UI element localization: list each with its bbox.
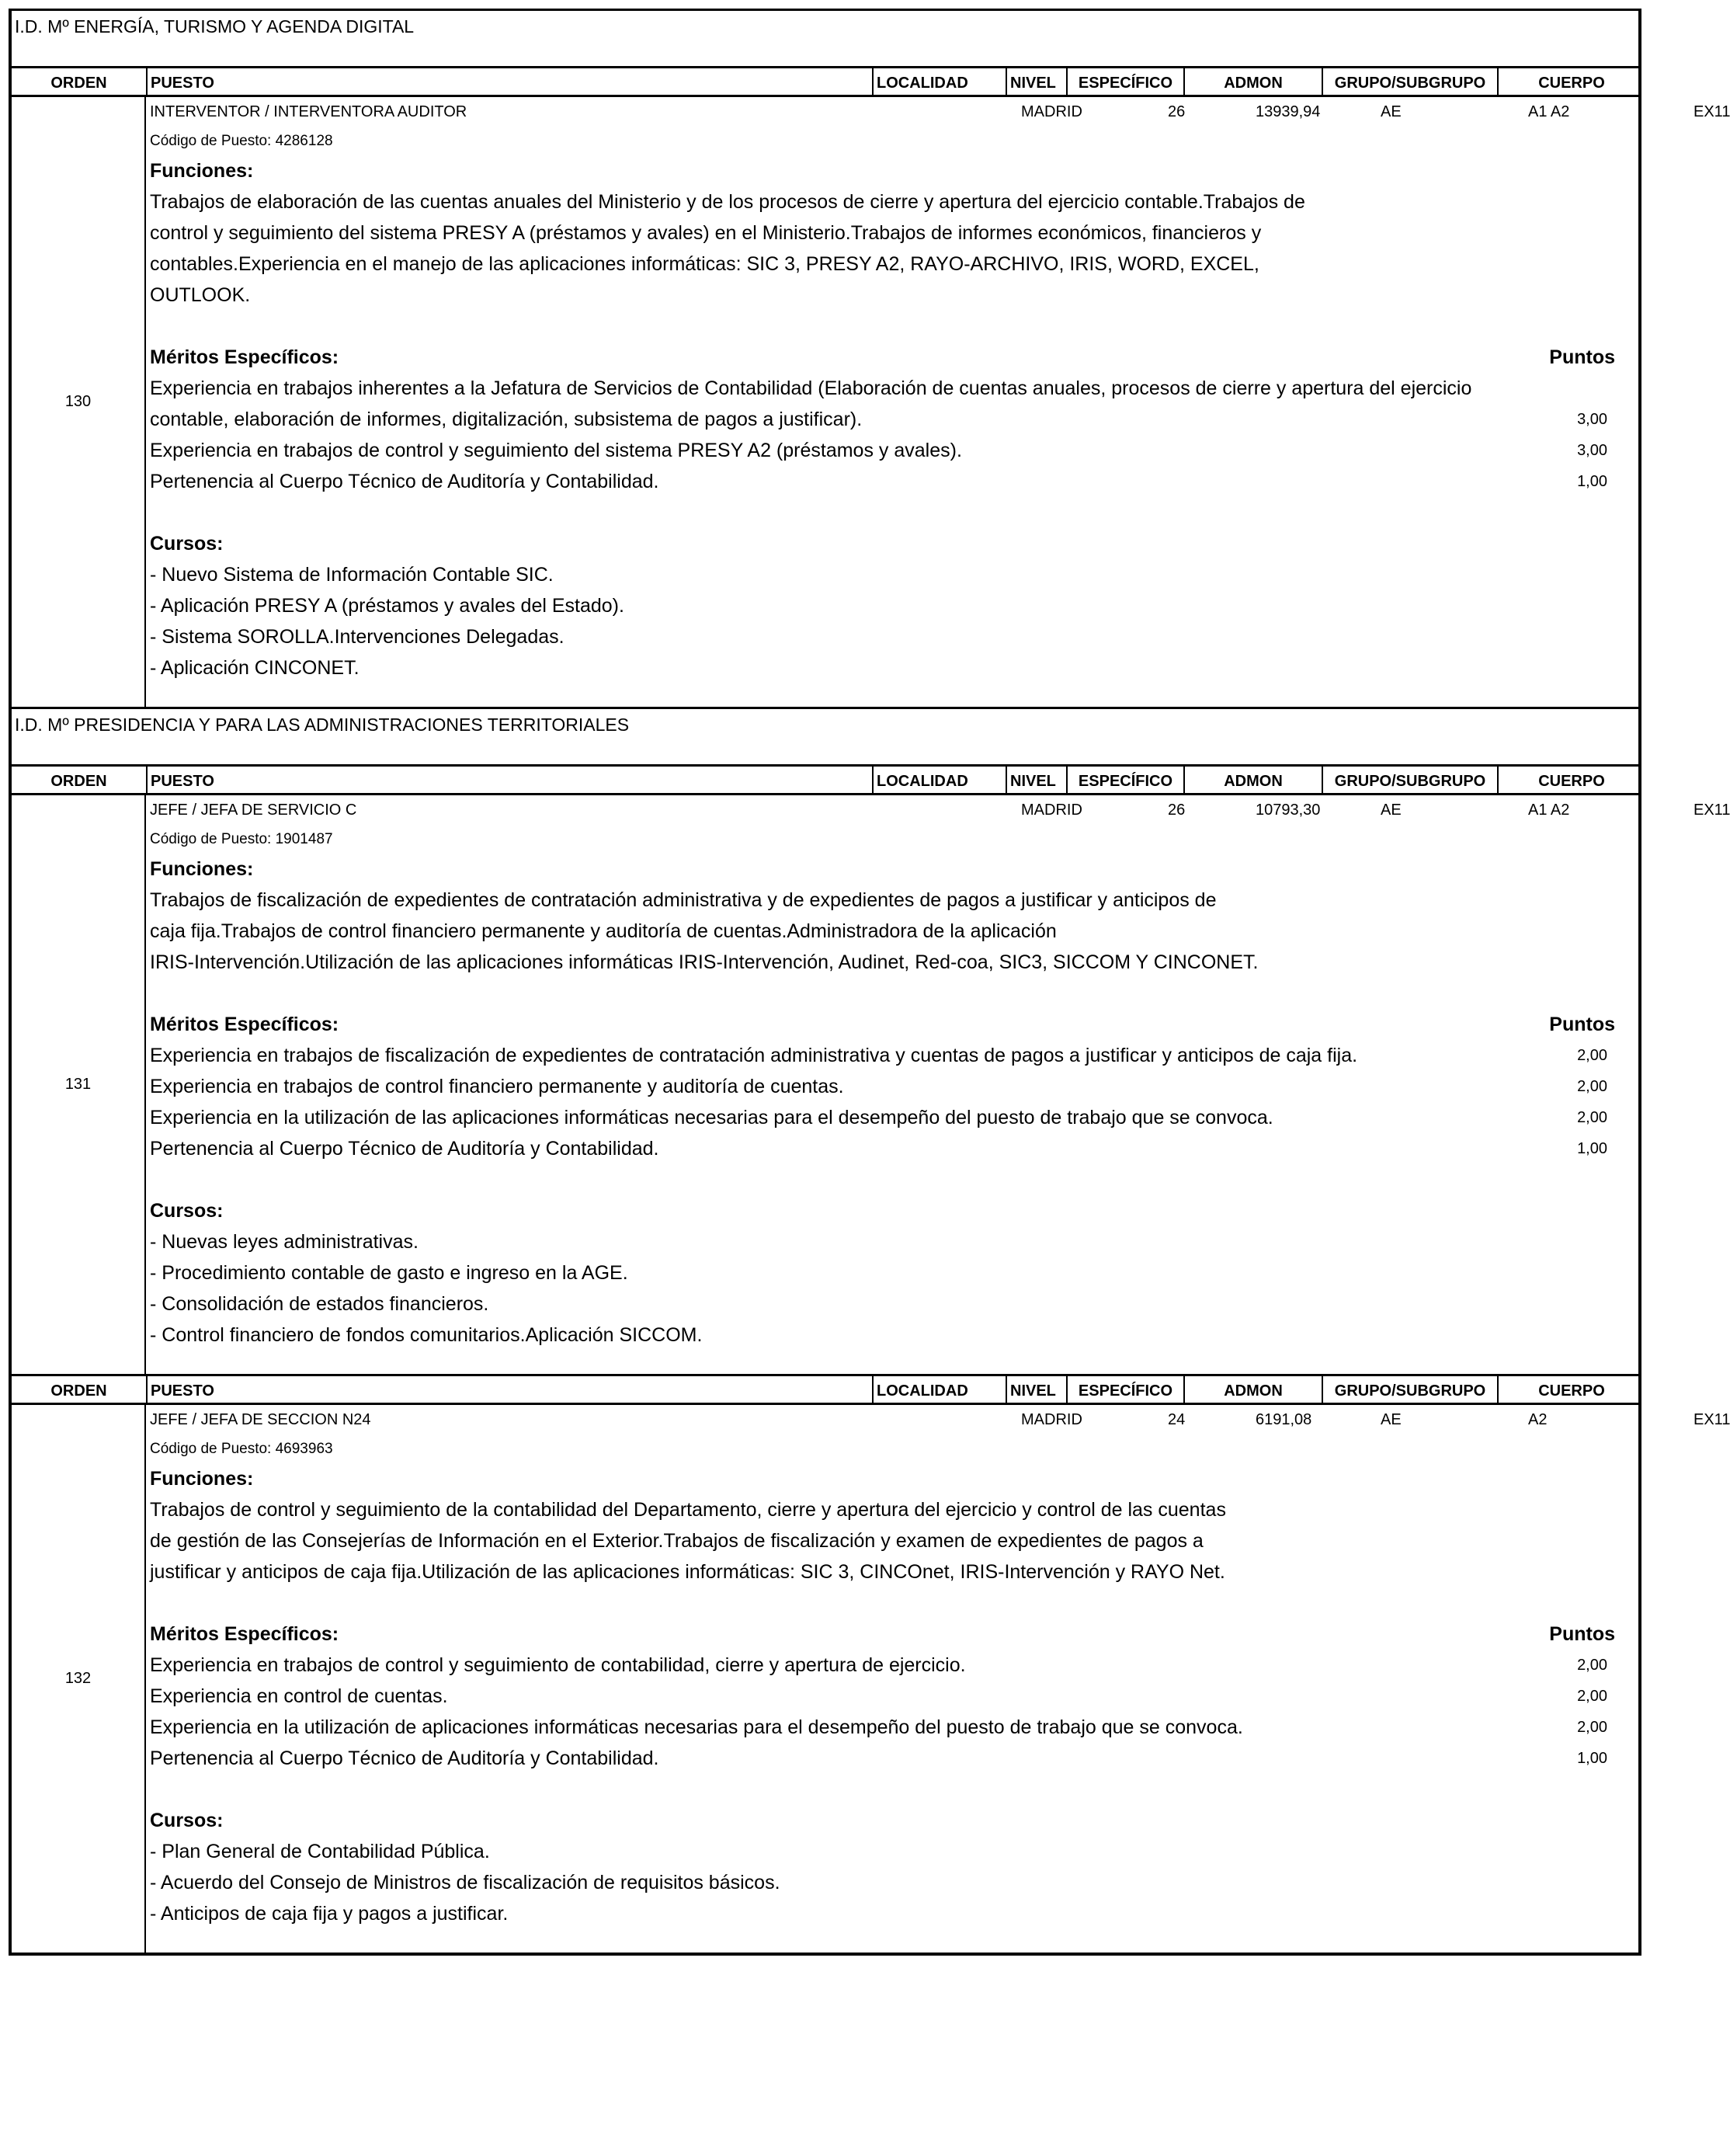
spacer bbox=[150, 1164, 1638, 1195]
job-entry bbox=[12, 795, 1730, 1374]
nivel-value: 24 bbox=[1168, 1411, 1186, 1428]
localidad-value: MADRID bbox=[1021, 802, 1082, 819]
merit-points: 3,00 bbox=[1577, 442, 1607, 459]
merit-item bbox=[150, 1650, 1638, 1681]
header-grupo: GRUPO/SUBGRUPO bbox=[1322, 1376, 1497, 1403]
position-code: Código de Puesto: 1901487 bbox=[150, 831, 333, 847]
section-energia bbox=[9, 9, 1730, 707]
curso-item: - Sistema SOROLLA.Intervenciones Delegadas. bbox=[150, 626, 565, 648]
header-localidad: LOCALIDAD bbox=[872, 68, 1006, 95]
header-grupo: GRUPO/SUBGRUPO bbox=[1322, 68, 1497, 95]
grupo-value: A2 bbox=[1528, 1411, 1548, 1428]
spacer bbox=[150, 1774, 1638, 1805]
header-orden: ORDEN bbox=[50, 1382, 107, 1400]
funciones-line: Trabajos de control y seguimiento de la contabilidad del Departamento, cierre y apertura del ejercicio y control de las cuentas bbox=[150, 1499, 1226, 1521]
merit-text: Experiencia en trabajos de control y seguimiento de contabilidad, cierre y apertura de ejercicio. bbox=[150, 1654, 966, 1676]
merit-text: Pertenencia al Cuerpo Técnico de Auditoría y Contabilidad. bbox=[150, 1138, 659, 1160]
cuerpo-value: EX11 bbox=[1694, 103, 1730, 120]
section-presidencia bbox=[9, 707, 1730, 1956]
curso-item: - Anticipos de caja fija y pagos a justificar. bbox=[150, 1903, 509, 1925]
merit-text: Pertenencia al Cuerpo Técnico de Auditoría y Contabilidad. bbox=[150, 1747, 659, 1769]
funciones-line: justificar y anticipos de caja fija.Utilización de las aplicaciones informáticas: SIC 3, CINCOnet, IRIS-Intervención y RAYO Net. bbox=[150, 1561, 1225, 1583]
curso-item: - Procedimiento contable de gasto e ingreso en la AGE. bbox=[150, 1262, 628, 1284]
position-code: Código de Puesto: 4286128 bbox=[150, 133, 333, 149]
funciones-line: contables.Experiencia en el manejo de las aplicaciones informáticas: SIC 3, PRESY A2, RAYO-ARCHIVO, IRIS, WORD, EXCEL, bbox=[150, 253, 1259, 275]
grupo-value: A1 A2 bbox=[1528, 802, 1570, 819]
header-localidad: LOCALIDAD bbox=[872, 767, 1006, 793]
job-entry bbox=[12, 97, 1730, 707]
header-puesto: PUESTO bbox=[146, 767, 872, 793]
position-row bbox=[150, 97, 1730, 127]
merit-points: 2,00 bbox=[1577, 1657, 1607, 1674]
document bbox=[9, 9, 1730, 1956]
funciones-line: control y seguimiento del sistema PRESY A (préstamos y avales) en el Ministerio.Trabajos de informes económicos, financieros y bbox=[150, 222, 1262, 244]
cursos-heading: Cursos: bbox=[150, 533, 224, 555]
section-title: I.D. Mº PRESIDENCIA Y PARA LAS ADMINISTRACIONES TERRITORIALES bbox=[12, 707, 1638, 767]
curso-item: - Acuerdo del Consejo de Ministros de fiscalización de requisitos básicos. bbox=[150, 1872, 780, 1893]
header-cuerpo: CUERPO bbox=[1497, 68, 1645, 95]
meritos-heading bbox=[150, 1619, 1638, 1650]
header-admon: ADMON bbox=[1183, 767, 1322, 793]
entry-body bbox=[146, 1405, 1730, 1953]
puesto-value: JEFE / JEFA DE SERVICIO C bbox=[150, 802, 357, 819]
job-entry bbox=[12, 1405, 1730, 1956]
merit-points: 2,00 bbox=[1577, 1688, 1607, 1705]
header-cuerpo: CUERPO bbox=[1497, 767, 1645, 793]
header-especifico: ESPECÍFICO bbox=[1066, 767, 1183, 793]
admon-value: AE bbox=[1381, 1411, 1402, 1428]
curso-item: - Nuevo Sistema de Información Contable SIC. bbox=[150, 564, 554, 586]
header-admon: ADMON bbox=[1183, 1376, 1322, 1403]
cursos-heading: Cursos: bbox=[150, 1200, 224, 1222]
header-admon: ADMON bbox=[1183, 68, 1322, 95]
merit-text: Experiencia en la utilización de las aplicaciones informáticas necesarias para el desempeño del puesto de trabajo que se convoca. bbox=[150, 1107, 1273, 1128]
funciones-heading: Funciones: bbox=[150, 160, 254, 182]
curso-item: - Aplicación PRESY A (préstamos y avales del Estado). bbox=[150, 595, 624, 617]
nivel-value: 26 bbox=[1168, 103, 1186, 120]
cursos-heading: Cursos: bbox=[150, 1810, 224, 1831]
orden-number: 132 bbox=[12, 1405, 146, 1953]
merit-item bbox=[150, 1712, 1638, 1743]
merit-text: Experiencia en trabajos inherentes a la Jefatura de Servicios de Contabilidad (Elaboración de cuentas anuales, procesos de cierre y apertura del ejercicio contable, elaboración de informes, digitalización, subsistema de pagos a justificar). bbox=[150, 377, 1472, 430]
localidad-value: MADRID bbox=[1021, 103, 1082, 120]
nivel-value: 26 bbox=[1168, 802, 1186, 819]
puntos-label: Puntos bbox=[1549, 1014, 1615, 1035]
column-header-row bbox=[12, 1376, 1638, 1405]
meritos-heading bbox=[150, 342, 1638, 373]
curso-item: - Nuevas leyes administrativas. bbox=[150, 1231, 419, 1253]
merit-text: Pertenencia al Cuerpo Técnico de Auditoría y Contabilidad. bbox=[150, 471, 659, 492]
merit-points: 2,00 bbox=[1577, 1047, 1607, 1064]
merit-points: 1,00 bbox=[1577, 1750, 1607, 1767]
merit-points: 2,00 bbox=[1577, 1719, 1607, 1736]
puntos-label: Puntos bbox=[1549, 346, 1615, 368]
especifico-value: 10793,30 bbox=[1256, 802, 1321, 819]
curso-item: - Aplicación CINCONET. bbox=[150, 657, 360, 679]
localidad-value: MADRID bbox=[1021, 1411, 1082, 1428]
funciones-line: Trabajos de fiscalización de expedientes de contratación administrativa y de expedientes de pagos a justificar y anticipos de bbox=[150, 889, 1217, 911]
column-header-row bbox=[12, 68, 1638, 97]
cuerpo-value: EX11 bbox=[1694, 1411, 1730, 1428]
puntos-label: Puntos bbox=[1549, 1623, 1615, 1645]
curso-item: - Control financiero de fondos comunitarios.Aplicación SICCOM. bbox=[150, 1324, 703, 1346]
funciones-line: de gestión de las Consejerías de Información en el Exterior.Trabajos de fiscalización y examen de expedientes de pagos a bbox=[150, 1530, 1204, 1552]
header-orden: ORDEN bbox=[50, 773, 107, 790]
cuerpo-value: EX11 bbox=[1694, 802, 1730, 819]
merit-item bbox=[150, 1102, 1638, 1133]
merit-item bbox=[150, 1681, 1638, 1712]
admon-value: AE bbox=[1381, 802, 1402, 819]
merit-points: 1,00 bbox=[1577, 1140, 1607, 1157]
meritos-label: Méritos Específicos: bbox=[150, 1623, 339, 1645]
header-nivel: NIVEL bbox=[1006, 767, 1066, 793]
merit-item bbox=[150, 373, 1638, 435]
meritos-heading bbox=[150, 1009, 1638, 1040]
merit-text: Experiencia en trabajos de control y seguimiento del sistema PRESY A2 (préstamos y avales). bbox=[150, 440, 962, 461]
merit-item bbox=[150, 435, 1638, 466]
merit-points: 1,00 bbox=[1577, 473, 1607, 490]
funciones-line: OUTLOOK. bbox=[150, 284, 251, 306]
header-orden: ORDEN bbox=[50, 75, 107, 92]
puesto-value: JEFE / JEFA DE SECCION N24 bbox=[150, 1411, 371, 1428]
grupo-value: A1 A2 bbox=[1528, 103, 1570, 120]
merit-points: 2,00 bbox=[1577, 1109, 1607, 1126]
position-row bbox=[150, 795, 1730, 826]
meritos-label: Méritos Específicos: bbox=[150, 1014, 339, 1035]
merit-text: Experiencia en la utilización de aplicaciones informáticas necesarias para el desempeño del puesto de trabajo que se convoca. bbox=[150, 1716, 1243, 1738]
spacer bbox=[150, 978, 1638, 1009]
curso-item: - Plan General de Contabilidad Pública. bbox=[150, 1841, 490, 1862]
entry-body bbox=[146, 795, 1730, 1374]
merit-points: 3,00 bbox=[1577, 411, 1607, 428]
merit-text: Experiencia en trabajos de control financiero permanente y auditoría de cuentas. bbox=[150, 1076, 844, 1097]
position-code: Código de Puesto: 4693963 bbox=[150, 1441, 333, 1457]
merit-item bbox=[150, 466, 1638, 497]
merit-item bbox=[150, 1743, 1638, 1774]
merit-text: Experiencia en control de cuentas. bbox=[150, 1685, 448, 1707]
spacer bbox=[150, 497, 1638, 528]
merit-item bbox=[150, 1040, 1638, 1071]
meritos-label: Méritos Específicos: bbox=[150, 346, 339, 368]
curso-item: - Consolidación de estados financieros. bbox=[150, 1293, 489, 1315]
header-nivel: NIVEL bbox=[1006, 68, 1066, 95]
especifico-value: 6191,08 bbox=[1256, 1411, 1312, 1428]
spacer bbox=[150, 311, 1638, 342]
merit-item bbox=[150, 1133, 1638, 1164]
funciones-heading: Funciones: bbox=[150, 858, 254, 880]
position-row bbox=[150, 1405, 1730, 1435]
funciones-line: Trabajos de elaboración de las cuentas anuales del Ministerio y de los procesos de cierre y apertura del ejercicio contable.Trabajos de bbox=[150, 191, 1305, 213]
spacer bbox=[150, 1587, 1638, 1619]
header-grupo: GRUPO/SUBGRUPO bbox=[1322, 767, 1497, 793]
header-especifico: ESPECÍFICO bbox=[1066, 68, 1183, 95]
entry-body bbox=[146, 97, 1730, 707]
header-puesto: PUESTO bbox=[146, 68, 872, 95]
merit-text: Experiencia en trabajos de fiscalización de expedientes de contratación administrativa y cuentas de pagos a justificar y anticipos de caja fija. bbox=[150, 1045, 1358, 1066]
header-puesto: PUESTO bbox=[146, 1376, 872, 1403]
admon-value: AE bbox=[1381, 103, 1402, 120]
section-title: I.D. Mº ENERGÍA, TURISMO Y AGENDA DIGITAL bbox=[12, 9, 1638, 68]
especifico-value: 13939,94 bbox=[1256, 103, 1321, 120]
funciones-line: IRIS-Intervención.Utilización de las aplicaciones informáticas IRIS-Intervención, Audinet, Red-coa, SIC3, SICCOM Y CINCONET. bbox=[150, 951, 1259, 973]
merit-points: 2,00 bbox=[1577, 1078, 1607, 1095]
orden-number: 131 bbox=[12, 795, 146, 1374]
orden-number: 130 bbox=[12, 97, 146, 707]
merit-item bbox=[150, 1071, 1638, 1102]
header-cuerpo: CUERPO bbox=[1497, 1376, 1645, 1403]
header-nivel: NIVEL bbox=[1006, 1376, 1066, 1403]
header-especifico: ESPECÍFICO bbox=[1066, 1376, 1183, 1403]
funciones-heading: Funciones: bbox=[150, 1468, 254, 1490]
column-header-row bbox=[12, 767, 1638, 795]
header-localidad: LOCALIDAD bbox=[872, 1376, 1006, 1403]
funciones-line: caja fija.Trabajos de control financiero permanente y auditoría de cuentas.Administradora de la aplicación bbox=[150, 920, 1057, 942]
puesto-value: INTERVENTOR / INTERVENTORA AUDITOR bbox=[150, 103, 467, 120]
